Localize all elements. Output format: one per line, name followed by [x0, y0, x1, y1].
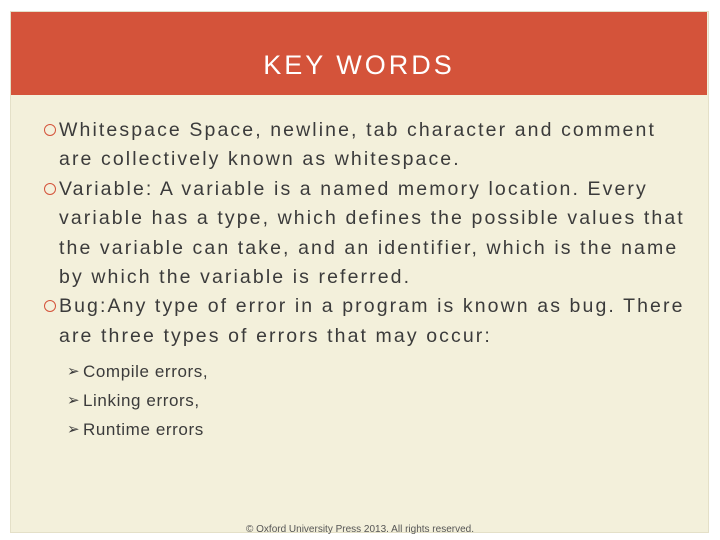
title-bar [11, 12, 707, 95]
hollow-circle-bullet-icon [44, 183, 56, 195]
bullet-variable [42, 175, 692, 293]
bullet-text: Whitespace Space, newline, tab character and comment are collectively known as whitespace. [59, 119, 656, 171]
arrowhead-bullet-icon: ➢ [67, 363, 81, 381]
list-item-runtime-errors [67, 415, 692, 444]
arrowhead-bullet-icon: ➢ [67, 421, 81, 439]
list-item-text: Linking errors, [83, 391, 200, 411]
hollow-circle-bullet-icon [44, 124, 56, 136]
arrowhead-bullet-icon: ➢ [67, 392, 81, 410]
bullet-text: Variable: A variable is a named memory location. Every variable has a type, which defines the possible values that the variable can take, and an identifier, which is the name by which the variable is referred. [59, 177, 685, 289]
list-item-linking-errors [67, 386, 692, 415]
list-item-text: Runtime errors [83, 420, 204, 440]
slide-content [42, 116, 692, 444]
list-item-compile-errors [67, 357, 692, 386]
bullet-bug [42, 292, 692, 351]
copyright-footer: © Oxford University Press 2013. All rights reserved. [245, 524, 474, 535]
list-item-text: Compile errors, [83, 362, 209, 382]
bullet-text: Bug:Any type of error in a program is known as bug. There are three types of errors that may occur: [59, 295, 685, 347]
slide-title: KEY WORDS [263, 50, 455, 80]
hollow-circle-bullet-icon [44, 300, 56, 312]
error-types-list [42, 357, 692, 444]
bullet-whitespace [42, 116, 692, 175]
